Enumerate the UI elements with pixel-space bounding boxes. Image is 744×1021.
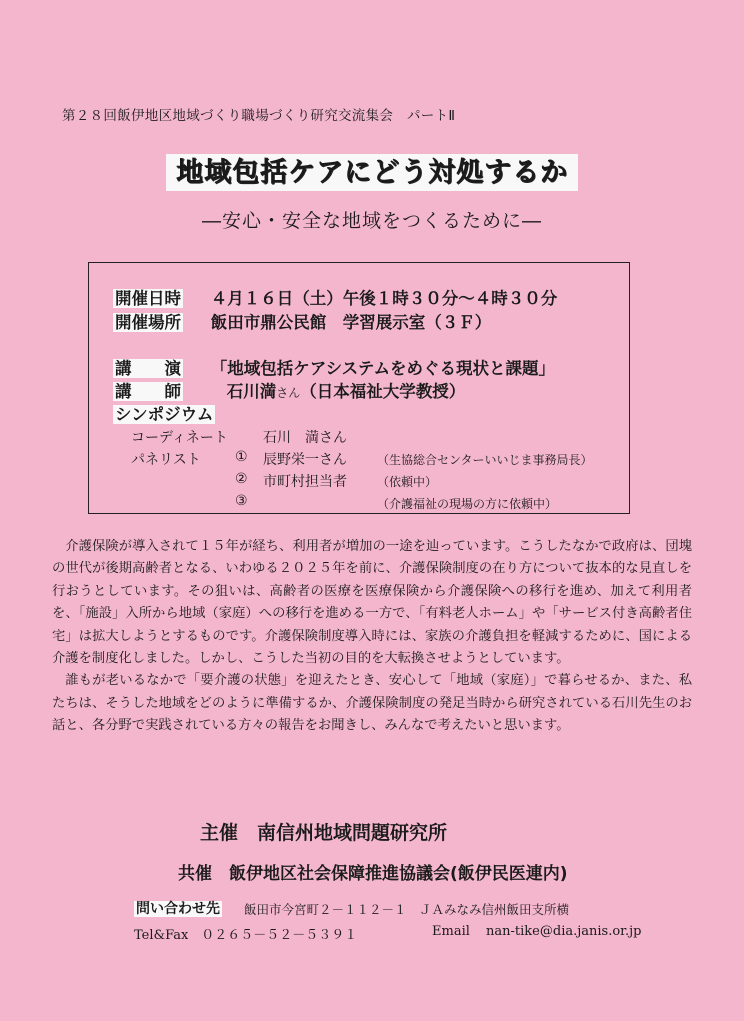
- series-title: 第２８回飯伊地区地域づくり職場づくり研究交流集会 パートⅡ: [62, 108, 456, 124]
- lecture-label: 講 演: [115, 359, 181, 378]
- venue-label: 開催場所: [115, 313, 181, 332]
- body-text: [52, 536, 692, 738]
- lecture-row: [113, 355, 555, 379]
- contact-email-row: [432, 924, 641, 939]
- venue-value: 飯田市鼎公民館 学習展示室（３Ｆ）: [210, 313, 492, 332]
- lecturer-label: 講 師: [115, 382, 181, 401]
- panelist-2-name: 市町村担当者: [263, 474, 347, 490]
- contact-tel: Tel&Fax ０２６５－５２－５３９１: [134, 928, 358, 943]
- contact-label-text: 問い合わせ先: [136, 901, 220, 917]
- cosponsor: 共催 飯伊地区社会保障推進協議会(飯伊民医連内): [178, 864, 568, 884]
- symposium-row: [113, 401, 215, 425]
- subtitle: ―安心・安全な地域をつくるために―: [201, 210, 542, 232]
- email-label: Email: [432, 924, 470, 939]
- date-label: 開催日時: [115, 289, 181, 308]
- coordinator-value: 石川 満さん: [263, 430, 347, 446]
- contact-address: 飯田市今宮町２－１１２－１ ＪＡみなみ信州飯田支所横: [244, 902, 570, 917]
- panelist-3-number: ③: [235, 493, 248, 509]
- lecture-value: 「地域包括ケアシステムをめぐる現状と課題」: [210, 359, 555, 378]
- date-row: [113, 285, 557, 309]
- panelist-3-note: （介護福祉の現場の方に依頼中）: [377, 497, 558, 511]
- lecturer-name: 石川満: [226, 382, 277, 401]
- body-paragraph-1: 介護保険が導入されて１５年が経ち、利用者が増加の一途を辿っています。こうしたなかで政府は、団塊の世代が後期高齢者となる、いわゆる２０２５年を前に、介護保険制度の在り方について抜本的な見直しを行おうとしています。その狙いは、高齢者の医療を医療保険から介護保険への移行を進め、加えて利用者を、「施設」入所から地域（家庭）への移行を進める一方で、「有料老人ホーム」や「サービス付き高齢者住宅」は拡大しようとするものです。介護保険制度導入時には、家族の介護負担を軽減するために、国による介護を制度化しました。しかし、こうした当初の目的を大転換させようとしています。: [52, 539, 692, 667]
- panelist-1-note: （生協総合センターいいじま事務局長）: [377, 453, 593, 467]
- lecturer-affiliation: （日本福祉大学教授）: [300, 382, 466, 401]
- contact-label: [134, 898, 222, 918]
- body-paragraph-2: 誰もが老いるなかで「要介護の状態」を迎えたとき、安心して「地域（家庭）」で暮らせるか、また、私たちは、そうした地域をどのように準備するか、介護保険制度の発足当時から研究されている石川先生のお話と、各分野で実践されている方々の報告をお聞きし、みんなで考えたいと思います。: [52, 673, 692, 734]
- event-info-box: [88, 262, 630, 514]
- coordinator-label: コーディネート: [131, 430, 228, 446]
- email-address[interactable]: nan-tike@dia.janis.or.jp: [486, 924, 642, 939]
- main-title: 地域包括ケアにどう対処するか: [166, 154, 578, 191]
- date-value: ４月１６日（土）午後１時３０分～４時３０分: [210, 289, 558, 308]
- panelist-label: パネリスト: [131, 452, 201, 468]
- main-title-wrap: [0, 150, 744, 189]
- coordinator-row: [131, 427, 347, 447]
- symposium-label: シンポジウム: [115, 405, 214, 424]
- panelist-1-number: ①: [235, 449, 248, 465]
- venue-row: [113, 309, 491, 333]
- lecturer-row: [113, 378, 465, 402]
- lecturer-honorific: さん: [276, 386, 301, 400]
- panelist-row-1: [131, 449, 593, 469]
- sponsor: 主催 南信州地域問題研究所: [200, 822, 448, 844]
- panelist-1-name: 辰野栄一さん: [263, 452, 347, 468]
- panelist-2-number: ②: [235, 471, 248, 487]
- panelist-2-note: （依頼中）: [377, 475, 438, 489]
